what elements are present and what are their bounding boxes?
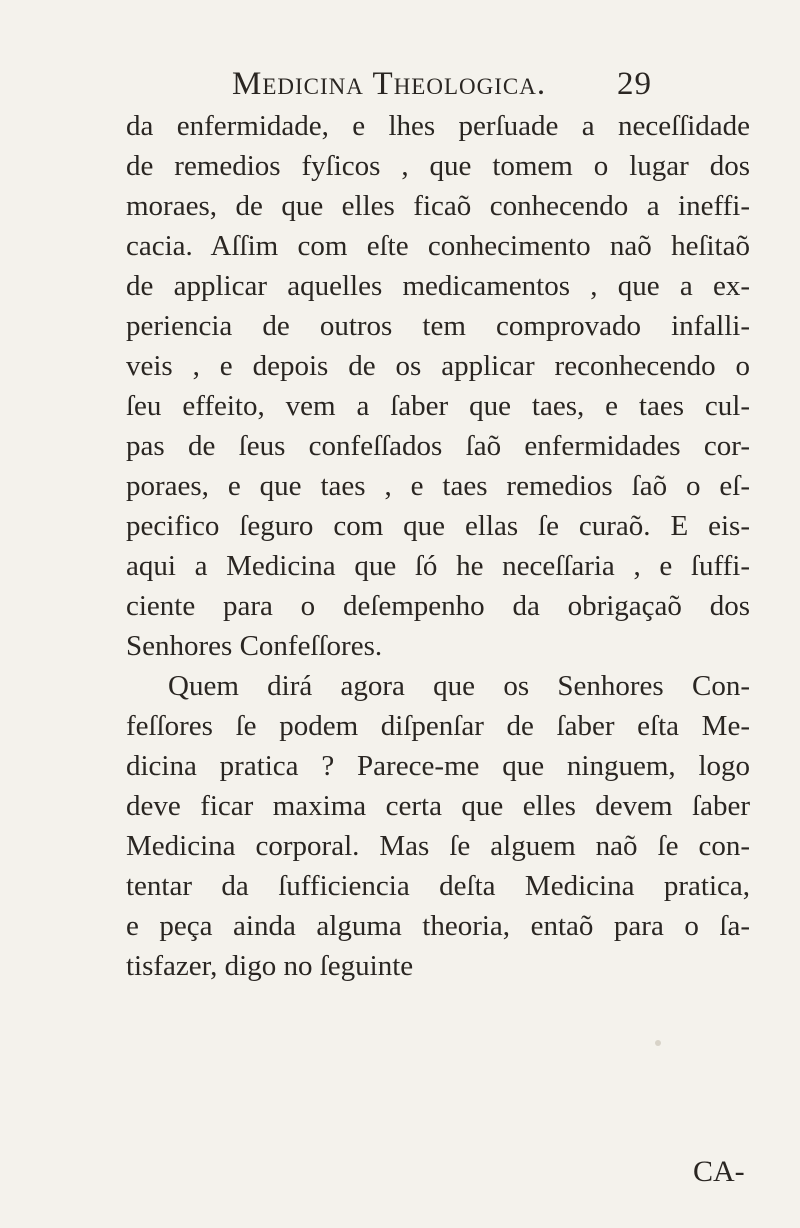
text-line: moraes, de que elles ficaõ conhecendo a ineffi- [126,190,750,222]
text-line: da enfermidade, e lhes perſuade a neceſſidade [126,110,750,142]
text-line: periencia de outros tem comprovado infalli- [126,310,750,342]
running-head [232,66,652,106]
text-line: dicina pratica ? Parece-me que ninguem, logo [126,750,750,782]
text-line: tentar da ſufficiencia deſta Medicina pratica, [126,870,750,902]
running-head-title: Medicina Theologica. [232,66,547,102]
text-line: de remedios fyſicos , que tomem o lugar dos [126,150,750,182]
text-line: veis , e depois de os applicar reconhecendo o [126,350,750,382]
text-line: ciente para o deſempenho da obrigaçaõ dos [126,590,750,622]
text-line: Senhores Confeſſores. [126,630,383,662]
text-line: pas de ſeus confeſſados ſaõ enfermidades cor- [126,430,750,462]
text-line: Quem dirá agora que os Senhores Con- [168,670,750,702]
text-line: cacia. Aſſim com eſte conhecimento naõ heſitaõ [126,230,750,262]
page-number: 29 [617,66,652,102]
text-line: tisfazer, digo no ſeguinte [126,950,414,982]
text-line: deve ficar maxima certa que elles devem ſaber [126,790,750,822]
text-line: e peça ainda alguma theoria, entaõ para o ſa- [126,910,750,942]
paper-speck [655,1040,661,1046]
text-line: ſeu effeito, vem a ſaber que taes, e taes cul- [126,390,750,422]
text-line: Medicina corporal. Mas ſe alguem naõ ſe con- [126,830,750,862]
text-line: de applicar aquelles medicamentos , que a ex- [126,270,750,302]
text-line: aqui a Medicina que ſó he neceſſaria , e ſuffi- [126,550,750,582]
catchword: CA- [693,1155,745,1188]
text-line: feſſores ſe podem diſpenſar de ſaber eſta Me- [126,710,750,742]
text-line: poraes, e que taes , e taes remedios ſaõ o eſ- [126,470,750,502]
text-line: pecifico ſeguro com que ellas ſe curaõ. E eis- [126,510,750,542]
